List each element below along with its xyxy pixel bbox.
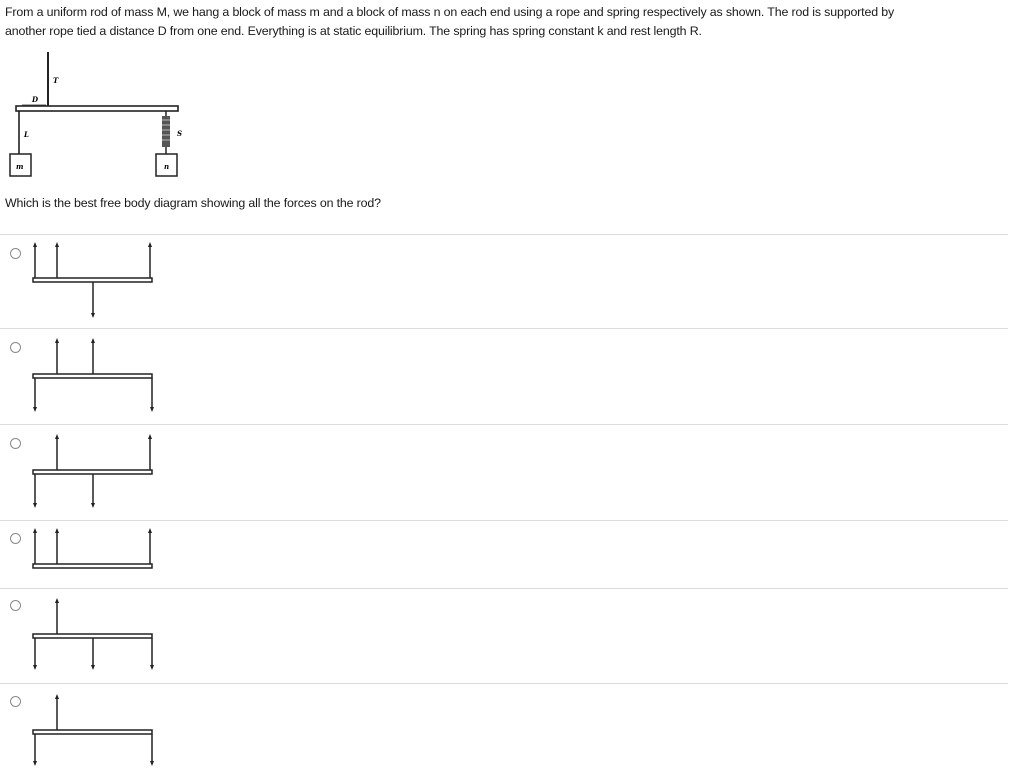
fbd-f-icon[interactable] — [25, 690, 165, 772]
problem-line-1: From a uniform rod of mass M, we hang a block of mass m and a block of mass n on each end using a rope and spring respectively as shown. The rod is supported by — [5, 5, 895, 19]
option-c-radio[interactable] — [10, 438, 21, 449]
tension-label: T — [53, 76, 59, 85]
option-divider — [0, 683, 1008, 684]
option-b-radio[interactable] — [10, 342, 21, 353]
rope-length-label: L — [24, 130, 29, 139]
fbd-d-icon[interactable] — [25, 524, 165, 584]
option-divider — [0, 234, 1008, 235]
fbd-c-icon[interactable] — [25, 430, 165, 512]
option-f-radio[interactable] — [10, 696, 21, 707]
problem-line-2: another rope tied a distance D from one end. Everything is at static equilibrium. The spring has spring constant k and rest length R. — [5, 23, 702, 38]
block-m-label: m — [16, 162, 24, 171]
fbd-b-icon[interactable] — [25, 334, 165, 416]
fbd-a-icon[interactable] — [25, 240, 165, 322]
problem-statement — [5, 3, 1005, 40]
option-divider — [0, 520, 1008, 521]
question-text: Which is the best free body diagram showing all the forces on the rod? — [5, 196, 381, 210]
option-divider — [0, 328, 1008, 329]
fbd-e-icon[interactable] — [25, 594, 165, 676]
option-a-radio[interactable] — [10, 248, 21, 259]
option-divider — [0, 588, 1008, 589]
setup-diagram — [0, 44, 200, 189]
option-d-radio[interactable] — [10, 533, 21, 544]
distance-label: D — [32, 95, 39, 104]
option-divider — [0, 424, 1008, 425]
spring-label: S — [177, 129, 183, 138]
block-n-label: n — [164, 162, 170, 171]
option-e-radio[interactable] — [10, 600, 21, 611]
